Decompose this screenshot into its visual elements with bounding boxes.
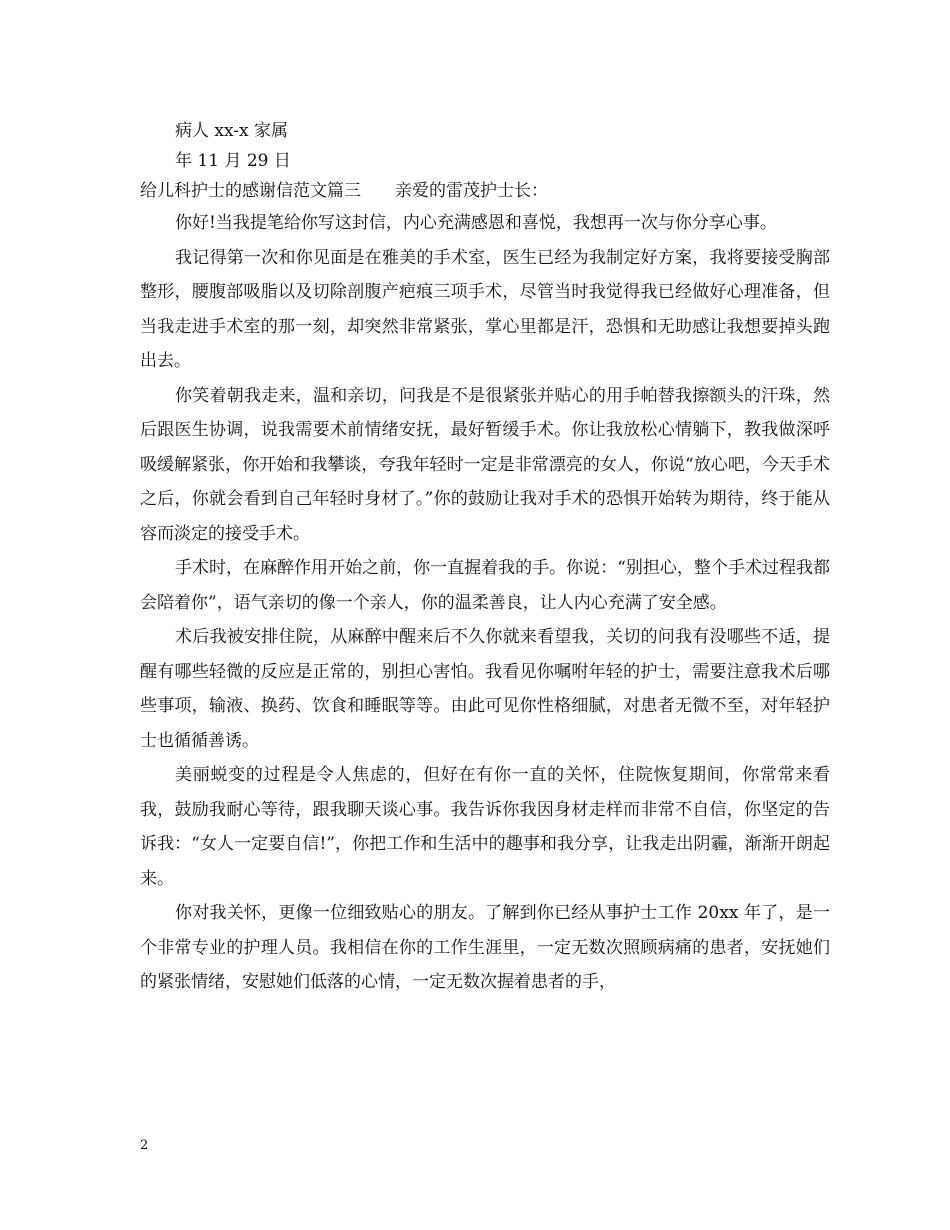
paragraph: 我记得第一次和你见面是在雅美的手术室，医生已经为我制定好方案，我将要接受胸部整形，腰腹部吸脂以及切除剖腹产疤痕三项手术，尽管当时我觉得我已经做好心理准备，但当我走进手术室的那一刻，却突然非常紧张，掌心里都是汗，恐惧和无助感让我想要掉头跑出去。 <box>140 247 830 371</box>
paragraph: 你好!当我提笔给你写这封信，内心充满感恩和喜悦，我想再一次与你分享心事。 <box>175 213 777 233</box>
date-line: 年 11 月 29 日 <box>175 151 291 171</box>
paragraph: 手术时，在麻醉作用开始之前，你一直握着我的手。你说：“别担心，整个手术过程我都会陪着你”，语气亲切的像一个亲人，你的温柔善良，让人内心充满了安全感。 <box>140 558 830 613</box>
letter-body <box>140 116 830 1000</box>
paragraph: 术后我被安排住院，从麻醉中醒来后不久你就来看望我，关切的问我有没哪些不适，提醒有哪些轻微的反应是正常的，别担心害怕。我看见你嘱咐年轻的护士，需要注意我术后哪些事项，输液、换药、饮食和睡眠等等。由此可见你性格细腻，对患者无微不至，对年轻护士也循循善诱。 <box>140 627 830 751</box>
page-number: 2 <box>140 1138 149 1153</box>
paragraph: 美丽蜕变的过程是令人焦虑的，但好在有你一直的关怀，住院恢复期间，你常常来看我，鼓励我耐心等待，跟我聊天谈心事。我告诉你我因身材走样而非常不自信，你坚定的告诉我：“女人一定要自信!”，你把工作和生活中的趣事和我分享，让我走出阴霾，渐渐开朗起来。 <box>140 765 830 889</box>
signature-line: 病人 xx-x 家属 <box>175 121 289 141</box>
letter-title-line: 给儿科护士的感谢信范文篇三 亲爱的雷茂护士长： <box>140 181 548 201</box>
paragraph: 你笑着朝我走来，温和亲切，问我是不是很紧张并贴心的用手帕替我擦额头的汗珠，然后跟医生协调，说我需要术前情绪安抚，最好暂缓手术。你让我放松心情躺下，教我做深呼吸缓解紧张，你开始和我攀谈，夸我年轻时一定是非常漂亮的女人，你说“放心吧，今天手术之后，你就会看到自己年轻时身材了。”你的鼓励让我对手术的恐惧开始转为期待，终于能从容而淡定的接受手术。 <box>140 385 830 544</box>
paragraph: 你对我关怀，更像一位细致贴心的朋友。了解到你已经从事护士工作 20xx 年了，是一个非常专业的护理人员。我相信在你的工作生涯里，一定无数次照顾病痛的患者，安抚她们的紧张情绪，安慰她们低落的心情，一定无数次握着患者的手， <box>140 903 830 992</box>
